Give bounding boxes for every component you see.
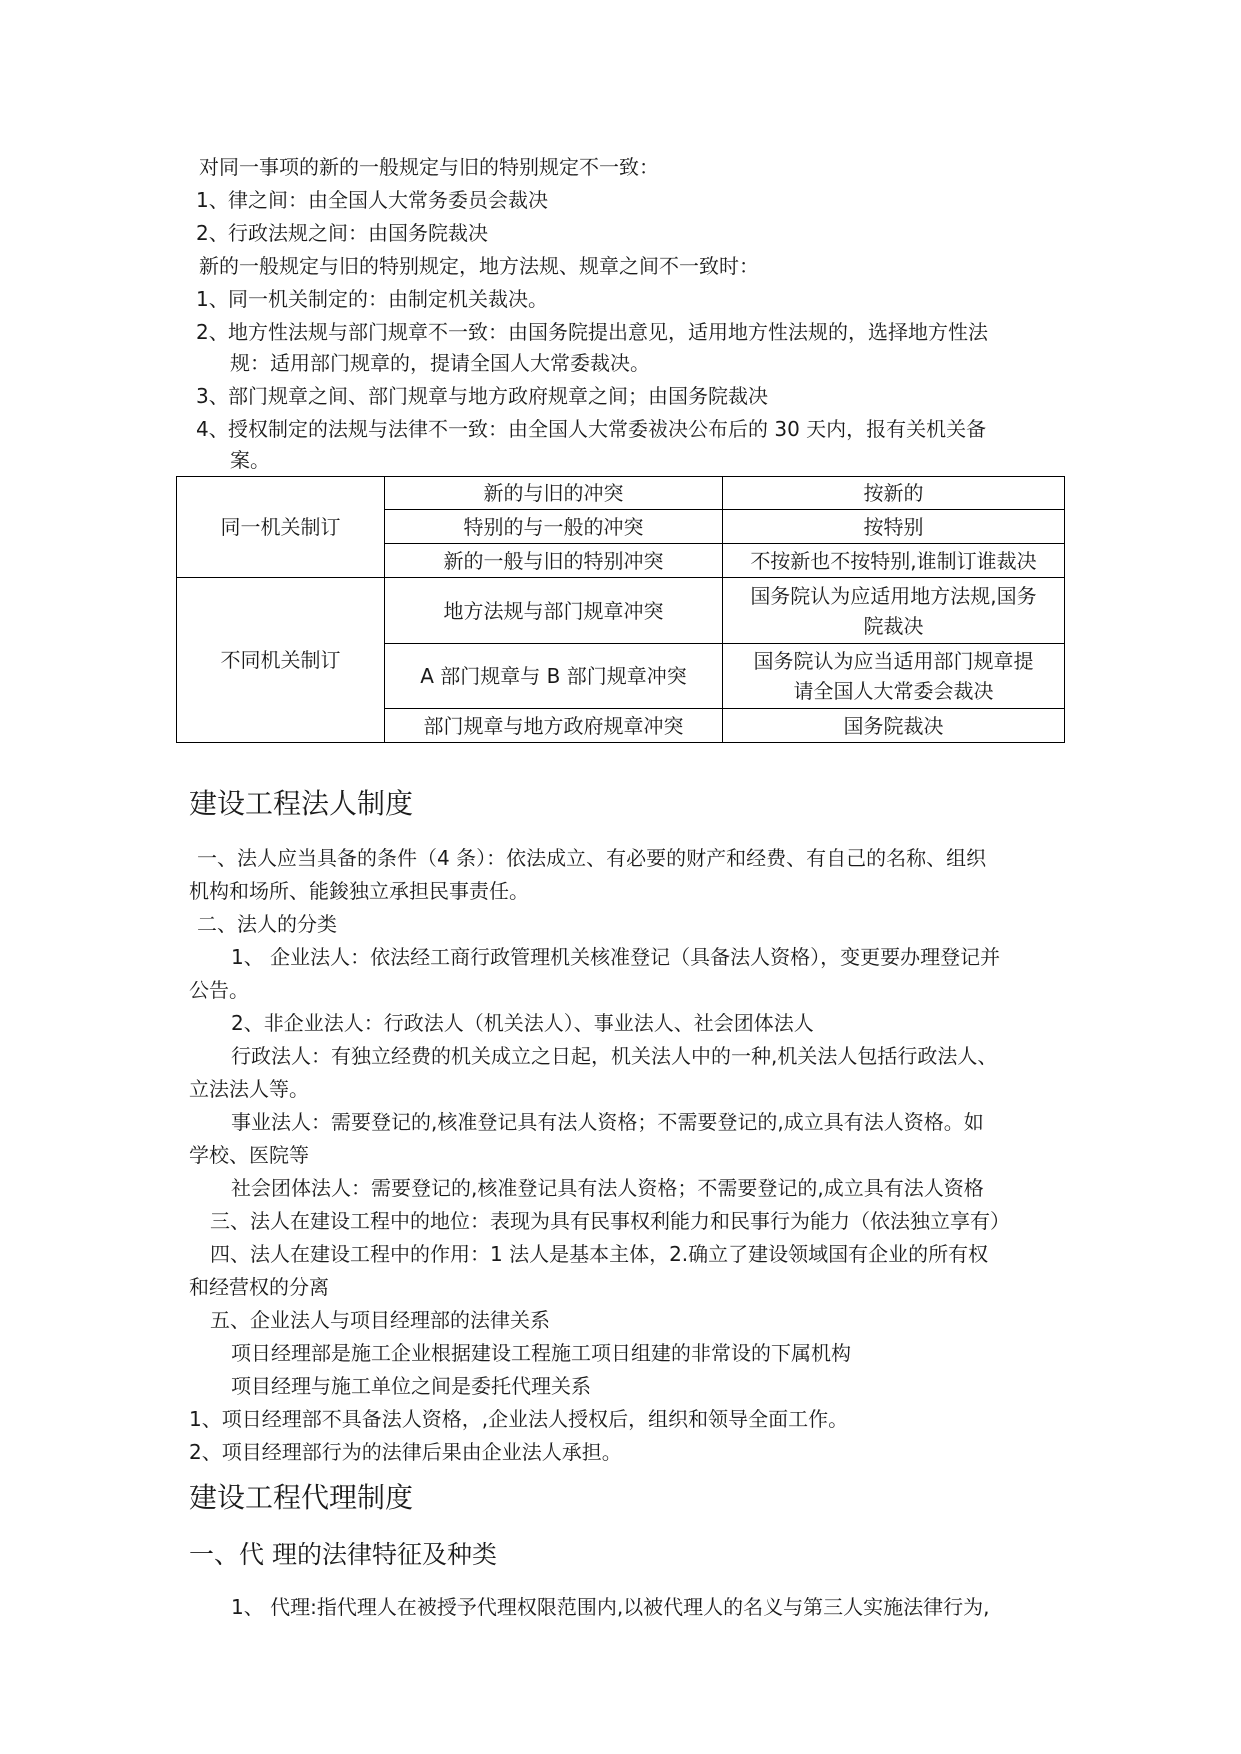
rule-line: 按新的 xyxy=(863,481,924,505)
intro-item-2-num: 2、 xyxy=(196,221,229,245)
table-cell-conflict: 新的一般与旧的特别冲突 xyxy=(385,544,723,578)
rule-line: 国务院裁决 xyxy=(843,713,944,738)
legal-person-p9-line-2: 和经营权的分离 xyxy=(189,1275,329,1299)
local-item-1 xyxy=(196,286,548,312)
legal-person-p13: 1、项日经理部不具备法人资格，,企业法人授权后，组织和领导全面工作。 xyxy=(189,1407,849,1431)
legal-person-p6-line-1: 事业法人：需要登记的,核准登记具有法人资格；不需要登记的,成立具有法人资格。如 xyxy=(231,1110,984,1134)
local-heading: 新的一般规定与旧的特别规定，地方法规、规章之间不一致时： xyxy=(199,254,759,278)
table-cell-conflict: A 部门规章与 B 部门规章冲突 xyxy=(385,644,723,709)
legal-person-p3-line-2: 公告。 xyxy=(189,978,249,1002)
legal-person-p12: 项目经理与施工单位之间是委托代理关系 xyxy=(231,1374,591,1398)
table-cell-rule xyxy=(723,644,1065,709)
local-item-2-line-2: 规：适用部门规章的，提请全国人大常委裁决。 xyxy=(230,351,650,375)
table-cell-conflict: 地方法规与部门规章冲突 xyxy=(385,578,723,644)
table-cell-rule xyxy=(723,709,1065,743)
legal-person-p14: 2、项目经理部行为的法律后果由企业法人承担。 xyxy=(189,1440,622,1464)
table-row xyxy=(177,578,1065,644)
legal-person-title: 建设工程法人制度 xyxy=(189,787,414,820)
local-item-4-num: 4、 xyxy=(196,417,229,441)
legal-person-p8: 三、法人在建设工程中的地位：表现为具有民事权利能力和民事行为能力（依法独立享有） xyxy=(210,1209,1010,1233)
agency-subtitle: 一、代 理的法律特征及种类 xyxy=(189,1540,497,1569)
local-item-2 xyxy=(196,319,988,345)
local-item-2-num: 2、 xyxy=(196,320,229,344)
legal-person-p10: 五、企业法人与项目经理部的法律关系 xyxy=(210,1308,550,1332)
table-cell-conflict: 特别的与一般的冲突 xyxy=(385,510,723,544)
intro-item-2 xyxy=(196,220,488,246)
rule-line: 按特别 xyxy=(863,514,924,539)
table-cell-conflict: 部门规章与地方政府规章冲突 xyxy=(385,709,723,743)
local-item-3-text: 部门规章之间、部门规章与地方政府规章之间；由国务院裁决 xyxy=(228,384,768,408)
legal-person-p7: 社会团体法人：需要登记的,核准登记具有法人资格；不需要登记的,成立具有法人资格 xyxy=(231,1176,984,1200)
rule-line: 国务院认为应当适用部门规章提 xyxy=(753,649,1034,673)
intro-item-1-text: 律之间：由全国人大常务委员会裁决 xyxy=(228,188,548,212)
legal-person-p6-line-2: 学校、医院等 xyxy=(189,1143,309,1167)
local-item-3-num: 3、 xyxy=(196,384,229,408)
table-cell-conflict: 新的与旧的冲突 xyxy=(385,477,723,510)
legal-person-p5-line-2: 立法法人等。 xyxy=(189,1077,309,1101)
legal-person-p5-line-1: 行政法人：有独立经费的机关成立之日起，机关法人中的一种,机关法人包括行政法人、 xyxy=(231,1044,998,1068)
conflict-table xyxy=(176,476,1065,743)
rule-line: 请全国人大常委会裁决 xyxy=(793,679,994,703)
local-item-1-num: 1、 xyxy=(196,287,229,311)
intro-heading: 对同一事项的新的一般规定与旧的特别规定不一致： xyxy=(199,155,659,179)
table-group-different-organs: 不同机关制订 xyxy=(177,578,385,743)
rule-line: 国务院认为应适用地方法规,国务 xyxy=(750,583,1037,608)
local-item-3 xyxy=(196,383,768,409)
legal-person-p3-line-1: 1、 企业法人：依法经工商行政管理机关核准登记（具备法人资格），变更要办理登记并 xyxy=(231,945,1001,969)
agency-p1: 1、 代理:指代理人在被授予代理权限范围内,以被代理人的名义与第三人实施法律行为, xyxy=(231,1595,990,1619)
legal-person-p1-line-2: 机构和场所、能鋑独立承担民事责任。 xyxy=(189,879,529,903)
legal-person-p1-line-1: 一、法人应当具备的条件（4 条）：依法成立、有必要的财产和经费、有自己的名称、组织 xyxy=(197,846,987,870)
table-cell-rule xyxy=(723,510,1065,544)
legal-person-p2: 二、法人的分类 xyxy=(197,912,337,936)
table-cell-rule xyxy=(723,477,1065,510)
rule-line: 院裁决 xyxy=(863,613,924,638)
table-row xyxy=(177,477,1065,510)
intro-item-1-num: 1、 xyxy=(196,188,229,212)
local-item-4 xyxy=(196,416,986,442)
table-cell-rule xyxy=(723,544,1065,578)
local-item-1-text: 同一机关制定的：由制定机关裁决。 xyxy=(228,287,548,311)
legal-person-p9-line-1: 四、法人在建设工程中的作用：1 法人是基本主体，2.确立了建设领域国有企业的所有权 xyxy=(210,1242,989,1266)
local-item-4-line-2: 案。 xyxy=(230,448,270,472)
intro-item-1 xyxy=(196,187,548,213)
legal-person-p11: 项日经理部是施工企业根据建设工程施工项日组建的非常设的下属机构 xyxy=(231,1341,851,1365)
table-group-same-organ: 同一机关制订 xyxy=(177,477,385,578)
intro-item-2-text: 行政法规之间：由国务院裁决 xyxy=(228,221,488,245)
rule-line: 不按新也不按特别,谁制订谁裁决 xyxy=(750,548,1037,573)
legal-person-p4: 2、非企业法人：行政法人（机关法人）、事业法人、社会团体法人 xyxy=(231,1011,814,1035)
local-item-4-line-1: 授权制定的法规与法律不一致：由全国人大常委祓决公布后的 30 天内，报有关机关备 xyxy=(228,417,987,441)
table-cell-rule xyxy=(723,578,1065,644)
local-item-2-line-1: 地方性法规与部门规章不一致：由国务院提出意见，适用地方性法规的，选择地方性法 xyxy=(228,320,988,344)
agency-title: 建设工程代理制度 xyxy=(189,1481,414,1514)
